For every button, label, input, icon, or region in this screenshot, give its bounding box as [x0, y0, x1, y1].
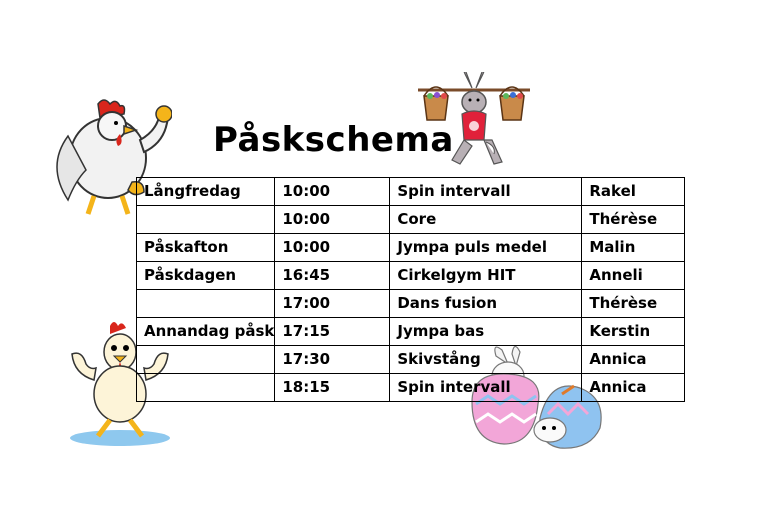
- time-cell: 17:15: [275, 318, 390, 346]
- table-row: [137, 290, 685, 318]
- class-cell: Cirkelgym HIT: [390, 262, 582, 290]
- leader-cell: Malin: [582, 234, 685, 262]
- leader-cell: Rakel: [582, 178, 685, 206]
- class-cell: Spin intervall: [390, 178, 582, 206]
- time-cell: 10:00: [275, 206, 390, 234]
- table-row: [137, 206, 685, 234]
- leader-cell: Anneli: [582, 262, 685, 290]
- table-row: [137, 234, 685, 262]
- table-row: [137, 178, 685, 206]
- time-cell: 16:45: [275, 262, 390, 290]
- table-row: [137, 346, 685, 374]
- day-cell: [137, 290, 275, 318]
- day-cell: Annandag påsk: [137, 318, 275, 346]
- day-cell: Långfredag: [137, 178, 275, 206]
- page-title: Påskschema: [213, 120, 454, 160]
- day-cell: Påskdagen: [137, 262, 275, 290]
- table-row: [137, 262, 685, 290]
- class-cell: Jympa puls medel: [390, 234, 582, 262]
- schedule-table: [136, 177, 685, 402]
- leader-cell: Annica: [582, 374, 685, 402]
- day-cell: Påskafton: [137, 234, 275, 262]
- class-cell: Core: [390, 206, 582, 234]
- day-cell: [137, 346, 275, 374]
- time-cell: 10:00: [275, 178, 390, 206]
- bunny-illustration: [414, 72, 534, 174]
- table-row: [137, 374, 685, 402]
- class-cell: Skivstång: [390, 346, 582, 374]
- time-cell: 10:00: [275, 234, 390, 262]
- time-cell: 17:30: [275, 346, 390, 374]
- day-cell: [137, 374, 275, 402]
- time-cell: 17:00: [275, 290, 390, 318]
- leader-cell: Thérèse: [582, 206, 685, 234]
- table-row: [137, 318, 685, 346]
- class-cell: Dans fusion: [390, 290, 582, 318]
- class-cell: Jympa bas: [390, 318, 582, 346]
- leader-cell: Annica: [582, 346, 685, 374]
- class-cell: Spin intervall: [390, 374, 582, 402]
- leader-cell: Kerstin: [582, 318, 685, 346]
- time-cell: 18:15: [275, 374, 390, 402]
- day-cell: [137, 206, 275, 234]
- leader-cell: Thérèse: [582, 290, 685, 318]
